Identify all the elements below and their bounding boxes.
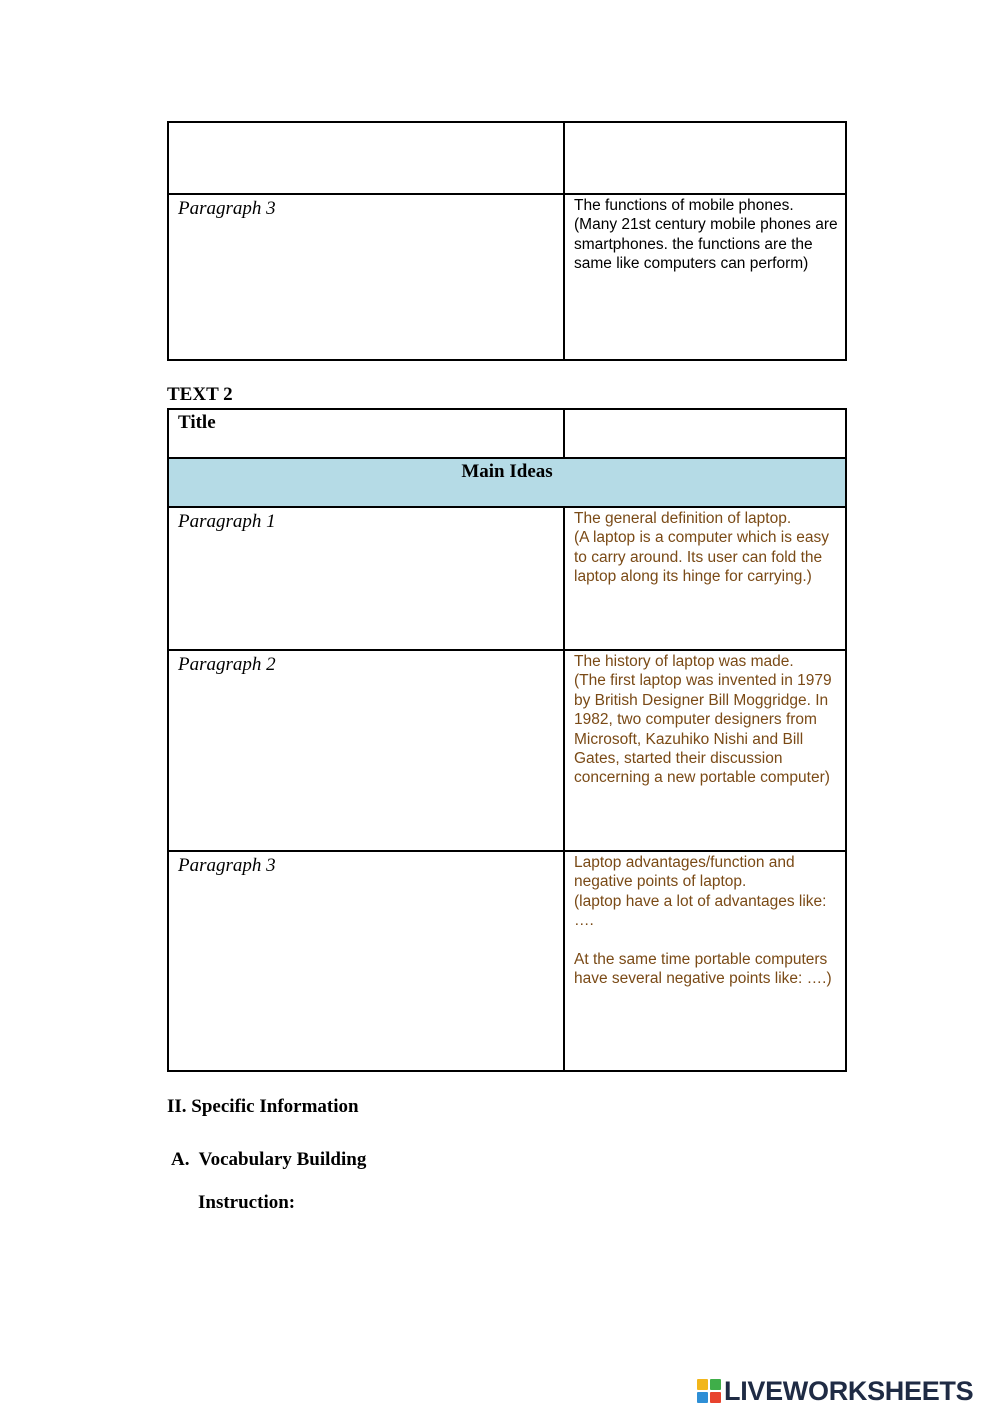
table-cell-label xyxy=(168,851,564,1071)
table-row xyxy=(168,409,846,458)
table-cell-content xyxy=(564,851,846,1071)
table-cell-title xyxy=(168,409,564,458)
paragraph-label: Paragraph 1 xyxy=(178,511,276,532)
table-text1-continuation xyxy=(167,121,847,361)
subsection-heading: A. Vocabulary Building xyxy=(171,1149,367,1170)
table-cell-content xyxy=(564,650,846,851)
liveworksheets-logo xyxy=(697,1376,973,1406)
main-idea-text: The history of laptop was made. (The first laptop was invented in 1979 by British Designer Bill Moggridge. In 1982, two computer designers from Microsoft, Kazuhiko Nishi and Bill Gates, started their discussion concerning a new portable computer) xyxy=(574,653,832,787)
main-ideas-header: Main Ideas xyxy=(461,461,553,482)
table-cell-empty-right xyxy=(564,122,846,194)
table-row xyxy=(168,458,846,507)
liveworksheets-logo-text: LIVEWORKSHEETS xyxy=(724,1375,974,1406)
table-row xyxy=(168,507,846,650)
liveworksheets-logo-icon xyxy=(697,1379,721,1403)
table-row xyxy=(168,851,846,1071)
paragraph-label: Paragraph 3 xyxy=(178,855,276,876)
table-cell-content xyxy=(564,194,846,360)
table-cell-label xyxy=(168,507,564,650)
section-heading: II. Specific Information xyxy=(167,1096,359,1117)
table-cell-label xyxy=(168,194,564,360)
table-row xyxy=(168,650,846,851)
table-row xyxy=(168,194,846,360)
table-cell-title-answer xyxy=(564,409,846,458)
table-cell-label xyxy=(168,650,564,851)
paragraph-label: Paragraph 3 xyxy=(178,198,276,219)
table-cell-main-ideas xyxy=(168,458,846,507)
title-label: Title xyxy=(178,412,216,433)
table-cell-empty-left xyxy=(168,122,564,194)
table-row xyxy=(168,122,846,194)
instruction-label: Instruction: xyxy=(198,1192,296,1213)
main-idea-text: The functions of mobile phones. (Many 21st century mobile phones are smartphones. the functions are the same like computers can perform) xyxy=(574,197,838,273)
main-idea-text: Laptop advantages/function and negative points of laptop. (laptop have a lot of advantages like: …. At the same time portable computers have several negative points like: ….) xyxy=(574,854,832,988)
table-text2 xyxy=(167,408,847,1072)
text2-heading: TEXT 2 xyxy=(167,384,233,405)
table-cell-content xyxy=(564,507,846,650)
paragraph-label: Paragraph 2 xyxy=(178,654,276,675)
main-idea-text: The general definition of laptop. (A laptop is a computer which is easy to carry around. Its user can fold the laptop along its hinge for carrying.) xyxy=(574,510,830,586)
